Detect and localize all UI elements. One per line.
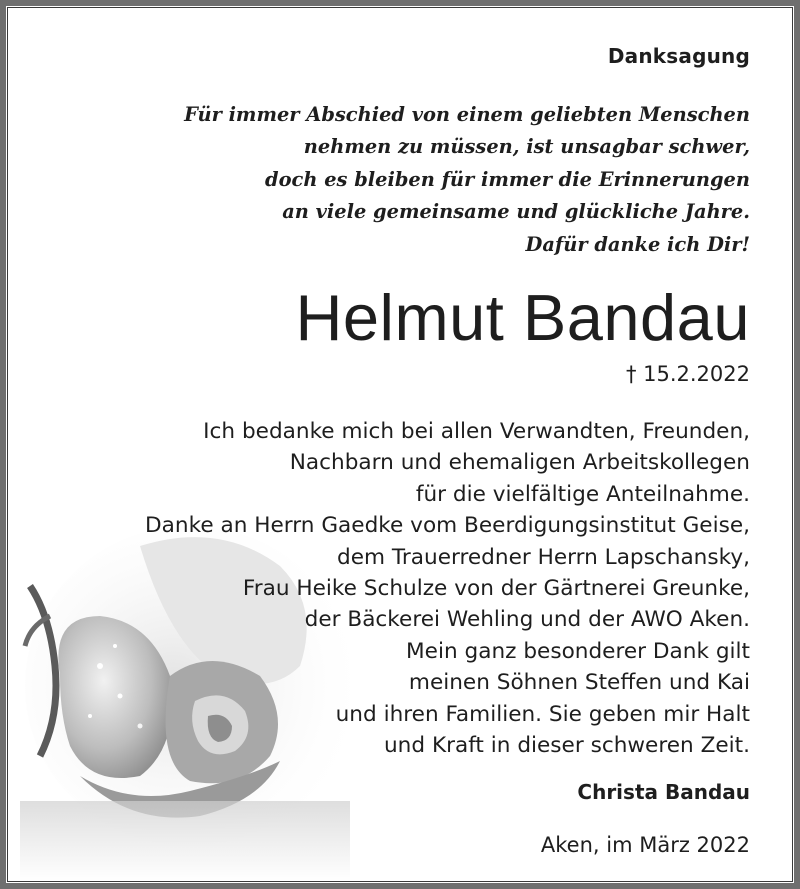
thanks-line: Nachbarn und ehemaligen Arbeitskollegen (289, 450, 750, 476)
poem-line: Dafür danke ich Dir! (525, 232, 750, 256)
signature: Christa Bandau (577, 780, 750, 804)
poem (184, 99, 750, 261)
thanks-line: für die vielfältige Anteilnahme. (415, 481, 750, 507)
thanks-line: der Bäckerei Wehling und der AWO Aken. (304, 607, 750, 633)
poem-line: Für immer Abschied von einem geliebten Menschen (184, 103, 750, 126)
thanks-line: Mein ganz besonderer Dank gilt (406, 638, 750, 664)
poem-line: doch es bleiben für immer die Erinnerungen (265, 167, 750, 191)
poem-line: an viele gemeinsame und glückliche Jahre. (282, 200, 750, 224)
place-date: Aken, im März 2022 (540, 833, 750, 857)
thanks-line: Ich bedanke mich bei allen Verwandten, Freunden, (203, 419, 750, 444)
thanks-line: und Kraft in dieser schweren Zeit. (384, 733, 750, 759)
thanks-line: Danke an Herrn Gaedke vom Beerdigungsinstitut Geise, (145, 513, 750, 539)
thanks-line: dem Trauerredner Herrn Lapschansky, (337, 544, 750, 570)
thanks-line: meinen Söhnen Steffen und Kai (408, 670, 750, 696)
poem-line: nehmen zu müssen, ist unsagbar schwer, (303, 135, 750, 159)
thanks-line: und ihren Familien. Sie geben mir Halt (335, 701, 750, 727)
thanks-text (145, 416, 750, 761)
death-date: † 15.2.2022 (625, 362, 750, 386)
deceased-name: Helmut Bandau (295, 281, 750, 354)
thanks-line: Frau Heike Schulze von der Gärtnerei Greunke, (242, 576, 750, 602)
heading: Danksagung (607, 44, 750, 68)
